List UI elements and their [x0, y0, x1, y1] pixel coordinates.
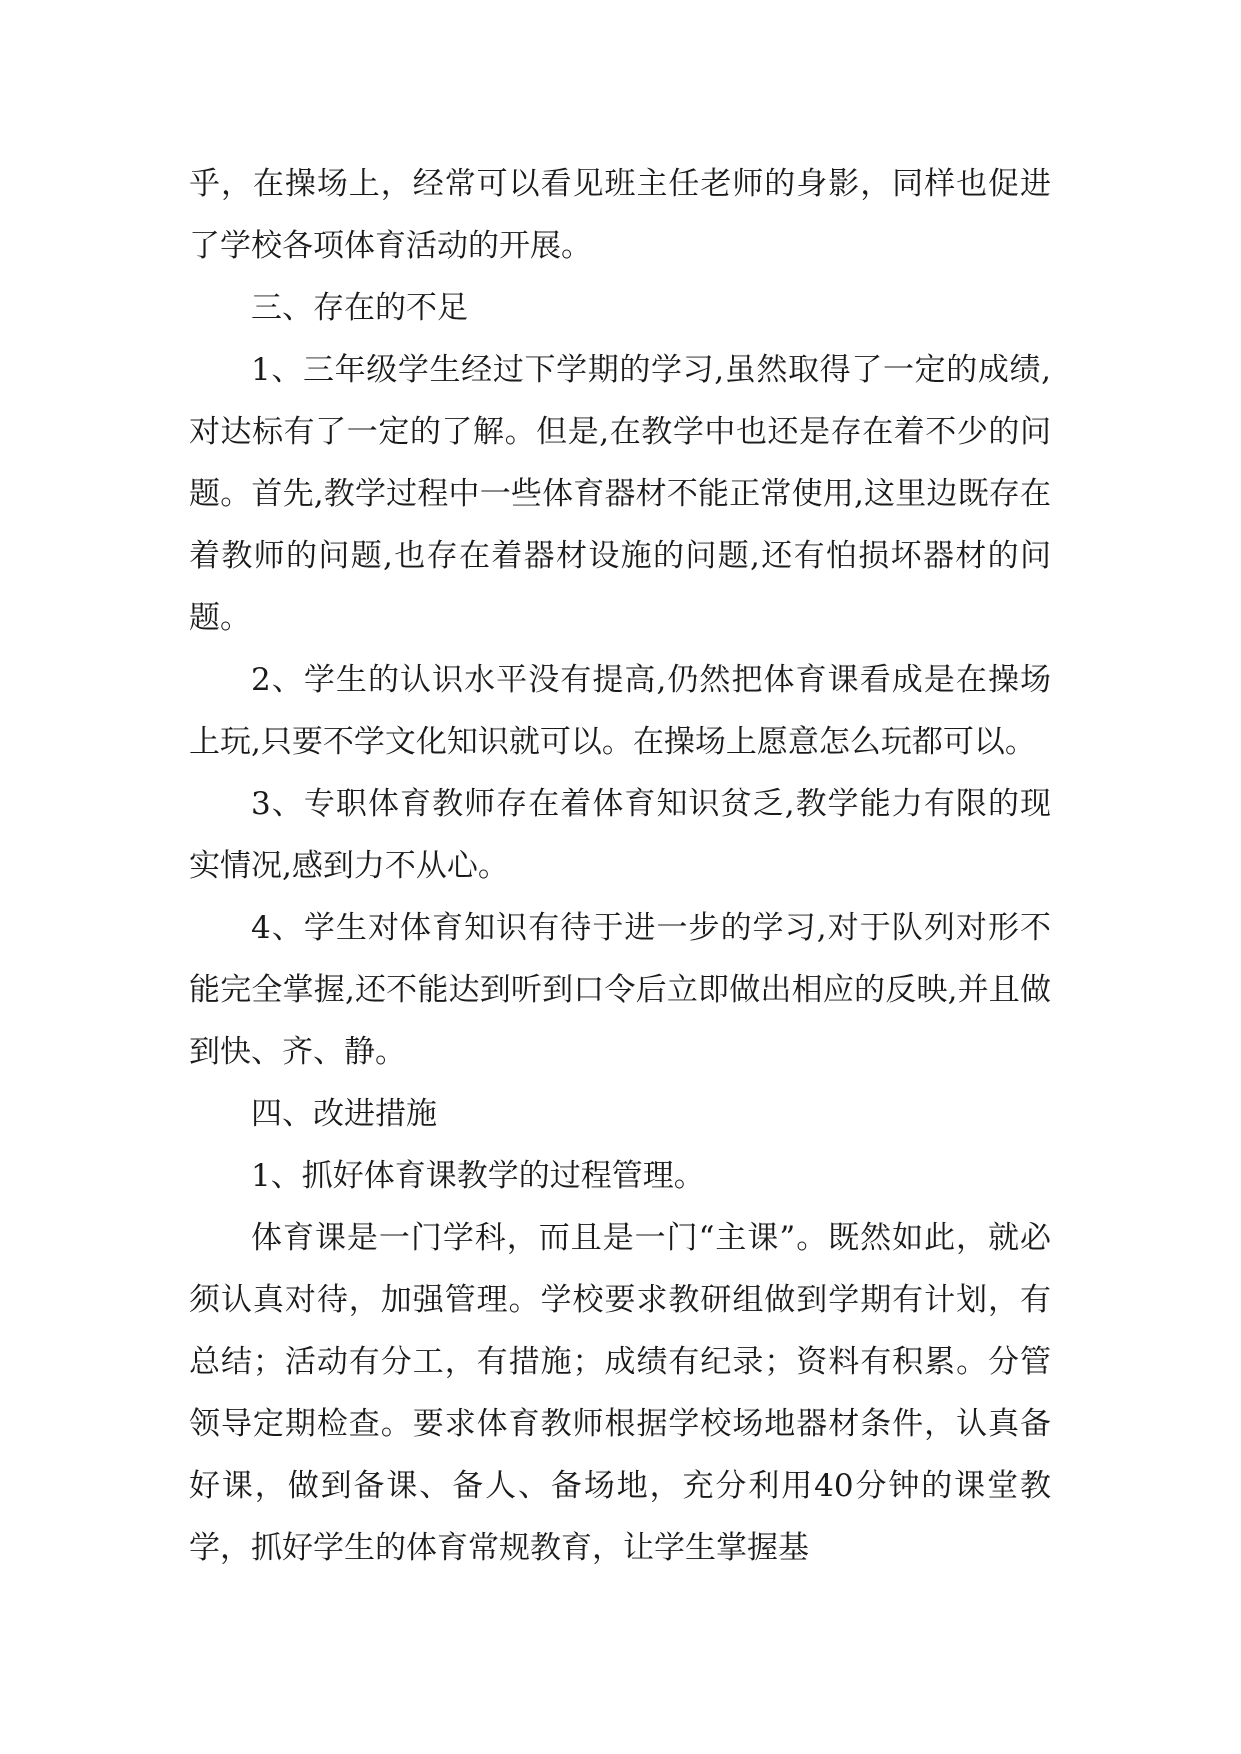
- paragraph-improvement-1: 体育课是一门学科，而且是一门“主课”。既然如此，就必须认真对待，加强管理。学校要求教研组做到学期有计划，有总结；活动有分工，有措施；成绩有纪录；资料有积累。分管领导定期检查。要求体育教师根据学校场地器材条件，认真备好课，做到备课、备人、备场地，充分利用40分钟的课堂教学，抓好学生的体育常规教育，让学生掌握基: [189, 1220, 1051, 1566]
- section-heading-shortcomings: 三、存在的不足: [251, 290, 468, 326]
- subheading-improvement-1: 1、抓好体育课教学的过程管理。: [251, 1158, 705, 1194]
- document-body: [189, 153, 1051, 1579]
- paragraph-shortcoming-1: 1、三年级学生经过下学期的学习,虽然取得了一定的成绩,对达标有了一定的了解。但是,在教学中也还是存在着不少的问题。首先,教学过程中一些体育器材不能正常使用,这里边既存在着教师的问题,也存在着器材设施的问题,还有怕损坏器材的问题。: [189, 352, 1051, 636]
- paragraph-shortcoming-3: 3、专职体育教师存在着体育知识贫乏,教学能力有限的现实情况,感到力不从心。: [189, 786, 1051, 884]
- paragraph-shortcoming-2: 2、学生的认识水平没有提高,仍然把体育课看成是在操场上玩,只要不学文化知识就可以。在操场上愿意怎么玩都可以。: [189, 662, 1051, 760]
- paragraph-shortcoming-4: 4、学生对体育知识有待于进一步的学习,对于队列对形不能完全掌握,还不能达到听到口令后立即做出相应的反映,并且做到快、齐、静。: [189, 910, 1051, 1070]
- section-heading-improvements: 四、改进措施: [251, 1096, 437, 1132]
- paragraph-continuation: 乎，在操场上，经常可以看见班主任老师的身影，同样也促进了学校各项体育活动的开展。: [189, 166, 1051, 264]
